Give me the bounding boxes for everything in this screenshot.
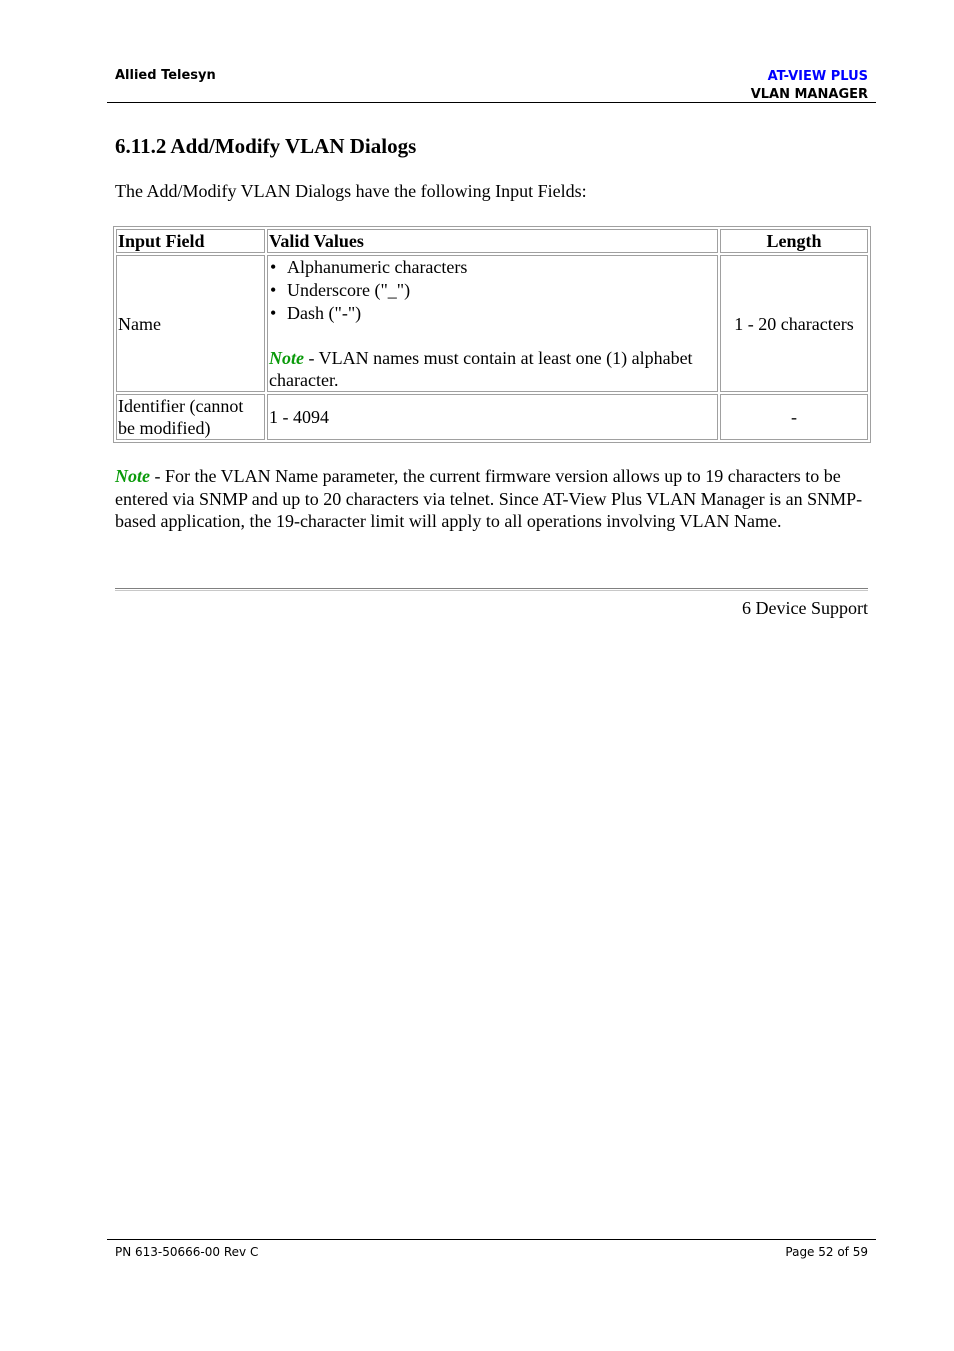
valid-values-list [269,256,716,325]
table-cell-values [267,255,718,392]
table-row [116,394,868,440]
column-header: Input Field [116,229,265,253]
section-heading: 6.11.2 Add/Modify VLAN Dialogs [115,134,417,158]
footer-part-number: PN 613-50666-00 Rev C [115,1245,259,1259]
table-cell-length: 1 - 20 characters [720,255,868,392]
cell-note [269,347,716,391]
column-header: Valid Values [267,229,718,253]
table-cell-field: Identifier (cannot be modified) [116,394,265,440]
section-footer-label: 6 Device Support [742,598,868,618]
table-cell-values: 1 - 4094 [267,394,718,440]
note-text: - VLAN names must contain at least one (1) alphabet character. [269,348,693,390]
list-item: • Dash ("-") [287,302,716,325]
input-fields-table [113,226,871,443]
list-item: • Alphanumeric characters [287,256,716,279]
note-text: - For the VLAN Name parameter, the current firmware version allows up to 19 characters to be entered via SNMP and up to 20 characters via telnet. Since AT-View Plus VLAN Manager is an SNMP-based application, the 19-character limit will apply to all operations involving VLAN Name. [115,466,863,531]
header-company: Allied Telesyn [115,68,216,83]
column-header: Length [720,229,868,253]
horizontal-rule [115,588,868,591]
header-title-block [751,68,868,104]
header-module: VLAN MANAGER [750,87,868,102]
section-intro: The Add/Modify VLAN Dialogs have the following Input Fields: [115,181,587,201]
header-product: AT-VIEW PLUS [767,69,868,84]
table-cell-field: Name [116,255,265,392]
note-label: Note [269,348,304,368]
note-paragraph [115,465,865,533]
table-header-row [116,229,868,253]
table-cell-length: - [720,394,868,440]
footer-divider [107,1239,876,1240]
header-divider [107,102,876,103]
footer-page-number: Page 52 of 59 [785,1245,868,1259]
list-item: • Underscore ("_") [287,279,716,302]
table-row [116,255,868,392]
note-label: Note [115,466,150,486]
